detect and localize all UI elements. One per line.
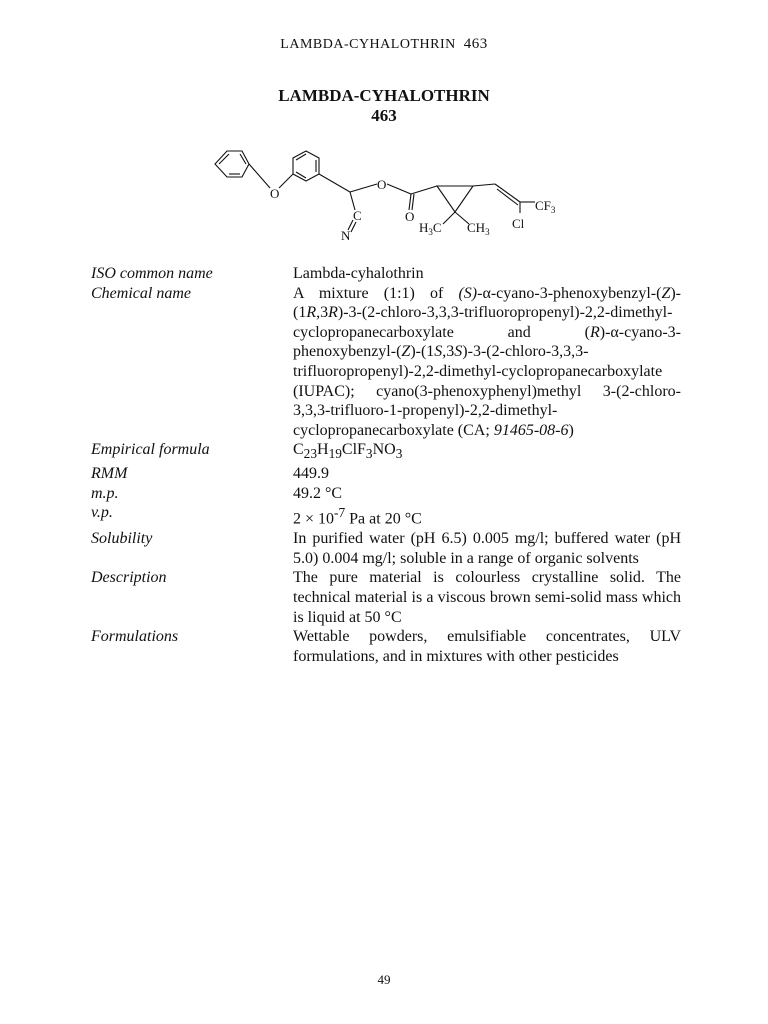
iso-common-name-label: ISO common name bbox=[91, 265, 213, 282]
chemical-structure-diagram bbox=[205, 138, 575, 250]
compound-code: 463 bbox=[371, 106, 397, 125]
description-label: Description bbox=[91, 569, 167, 587]
vapour-pressure-label: v.p. bbox=[91, 504, 113, 522]
formulations-label: Formulations bbox=[91, 628, 179, 646]
iso-common-name-row bbox=[91, 264, 681, 284]
page-number: 49 bbox=[377, 972, 391, 987]
methyl-label-right: $CH_3$ bbox=[467, 220, 490, 237]
cyclopropane-ring bbox=[437, 186, 473, 212]
carbonyl-oxygen-label: O bbox=[405, 209, 415, 224]
cas-number: 91465-08-6 bbox=[493, 421, 569, 439]
ether-oxygen-label: O bbox=[270, 186, 280, 201]
rmm-label: RMM bbox=[91, 465, 128, 483]
document-title bbox=[0, 86, 768, 126]
solubility-value: In purified water (pH 6.5) 0.005 mg/l; buffered water (pH 5.0) 0.004 mg/l; soluble in a range of organic solvents bbox=[293, 530, 681, 567]
ester-oxygen-label: O bbox=[377, 177, 387, 192]
solubility-label: Solubility bbox=[91, 530, 153, 548]
running-head-number: 463 bbox=[463, 36, 488, 52]
chemical-name-value: A mixture (1:1) of (S)-α-cyano-3-phenoxybenzyl-(Z)-(1R,3R)-3-(2-chloro-3,3,3-trifluoropropenyl)-2,2-dimethyl-cyclopropanecarboxylate and (R)-α-cyano-3-phenoxybenzyl-(Z)-(1S,3S)-3-(2-chloro-3,3,3-trifluoropropenyl)-2,2-dimethyl-cyclopropanecarboxylate (IUPAC); cyano(3-phenoxyphenyl)methyl 3-(2-chloro-3,3,3-trifluoro-1-propenyl)-2,2-dimethyl-cyclopropanecarboxylate (CA; 91465-08-6) bbox=[293, 284, 681, 439]
rmm-value: 449.9 bbox=[293, 465, 329, 483]
melting-point-label: m.p. bbox=[91, 484, 119, 502]
melting-point-row bbox=[91, 484, 681, 504]
nitrile-carbon-label: C bbox=[353, 208, 362, 223]
running-head-title: LAMBDA-CYHALOTHRIN bbox=[280, 37, 456, 52]
formulations-value: Wettable powders, emulsifiable concentrates, ULV formulations, and in mixtures with other pesticides bbox=[293, 628, 681, 665]
phenyl-ring-right bbox=[293, 151, 319, 181]
properties-list bbox=[91, 264, 681, 666]
vapour-pressure-row bbox=[91, 503, 681, 529]
phenyl-ring-left bbox=[215, 151, 249, 177]
nitrile-nitrogen-label: N bbox=[341, 228, 351, 243]
running-head bbox=[0, 36, 768, 53]
compound-title: LAMBDA-CYHALOTHRIN bbox=[278, 86, 490, 105]
chemical-name-row bbox=[91, 284, 681, 441]
trifluoromethyl-label: $CF_3$ bbox=[535, 198, 556, 215]
chlorine-label: Cl bbox=[512, 216, 525, 231]
solubility-row bbox=[91, 529, 681, 568]
chemical-name-label: Chemical name bbox=[91, 284, 191, 302]
formulations-row bbox=[91, 627, 681, 666]
methyl-label-left: $H_3C$ bbox=[419, 220, 442, 237]
description-value: The pure material is colourless crystalline solid. The technical material is a viscous brown semi-solid mass which is liquid at 50 °C bbox=[293, 569, 681, 626]
empirical-formula-label: Empirical formula bbox=[91, 441, 210, 459]
empirical-formula-row bbox=[91, 440, 681, 464]
description-row bbox=[91, 568, 681, 627]
melting-point-value: 49.2 °C bbox=[293, 484, 343, 502]
vapour-pressure-value: $2 \times 10^{-7}$ Pa at 20 °C bbox=[293, 505, 422, 528]
iso-common-name-value: Lambda-cyhalothrin bbox=[293, 265, 424, 282]
rmm-row bbox=[91, 464, 681, 484]
empirical-formula-value: $C_{23}H_{19}ClF_3NO_3$ bbox=[293, 441, 403, 462]
